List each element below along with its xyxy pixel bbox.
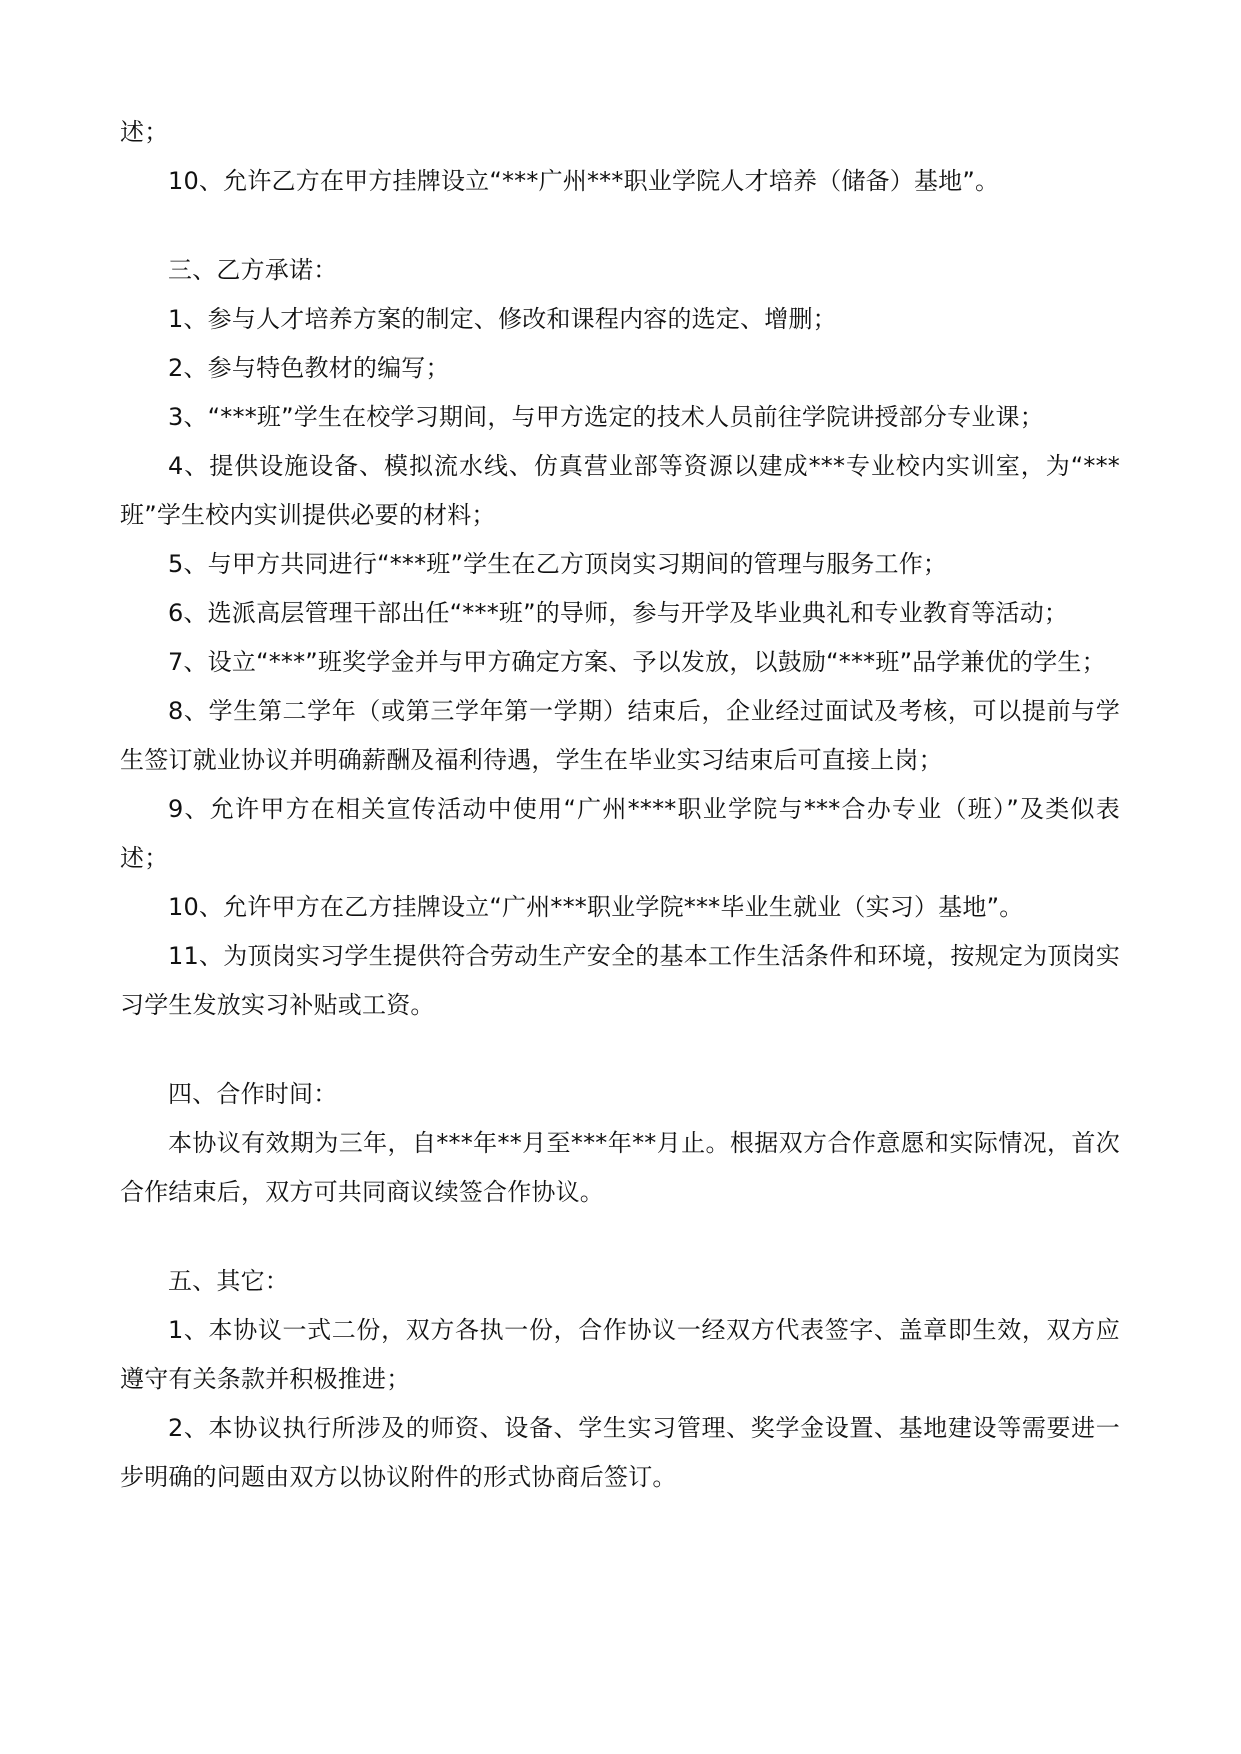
document-body bbox=[120, 108, 1120, 1502]
section-title-3: 三、乙方承诺： bbox=[168, 256, 338, 284]
clause-3-9: 9、允许甲方在相关宣传活动中使用“广州****职业学院与***合办专业（班）”及类似表述； bbox=[120, 795, 1120, 872]
clause-3-1: 1、参与人才培养方案的制定、修改和课程内容的选定、增删； bbox=[168, 305, 837, 333]
section-other bbox=[120, 1257, 1120, 1502]
clause-3-6: 6、选派高层管理干部出任“***班”的导师，参与开学及毕业典礼和专业教育等活动； bbox=[168, 599, 1069, 627]
clause-3-10: 10、允许甲方在乙方挂牌设立“广州***职业学院***毕业生就业（实习）基地”。 bbox=[168, 893, 1024, 921]
clause-3-8: 8、学生第二学年（或第三学年第一学期）结束后，企业经过面试及考核，可以提前与学生签订就业协议并明确薪酬及福利待遇，学生在毕业实习结束后可直接上岗； bbox=[120, 697, 1120, 774]
clause-3-4: 4、提供设施设备、模拟流水线、仿真营业部等资源以建成***专业校内实训室，为“***班”学生校内实训提供必要的材料； bbox=[120, 452, 1120, 529]
section-title-4: 四、合作时间： bbox=[168, 1080, 338, 1108]
clause-3-5: 5、与甲方共同进行“***班”学生在乙方顶岗实习期间的管理与服务工作； bbox=[168, 550, 948, 578]
clause-2-10: 10、允许乙方在甲方挂牌设立“***广州***职业学院人才培养（储备）基地”。 bbox=[168, 167, 1000, 195]
section-title-5: 五、其它： bbox=[168, 1267, 289, 1295]
clause-3-2: 2、参与特色教材的编写； bbox=[168, 354, 450, 382]
clause-3-3: 3、“***班”学生在校学习期间，与甲方选定的技术人员前往学院讲授部分专业课； bbox=[168, 403, 1044, 431]
clause-3-7: 7、设立“***”班奖学金并与甲方确定方案、予以发放，以鼓励“***班”品学兼优的学生； bbox=[168, 648, 1106, 676]
clause-3-11: 11、为顶岗实习学生提供符合劳动生产安全的基本工作生活条件和环境，按规定为顶岗实习学生发放实习补贴或工资。 bbox=[120, 942, 1120, 1019]
section-party-b-commitments bbox=[120, 246, 1120, 1030]
continued-fragment: 述； bbox=[120, 118, 169, 146]
clause-5-1: 1、本协议一式二份，双方各执一份，合作协议一经双方代表签字、盖章即生效，双方应遵守有关条款并积极推进； bbox=[120, 1316, 1120, 1393]
clause-4-body: 本协议有效期为三年，自***年**月至***年**月止。根据双方合作意愿和实际情况，首次合作结束后，双方可共同商议续签合作协议。 bbox=[120, 1129, 1120, 1206]
clause-5-2: 2、本协议执行所涉及的师资、设备、学生实习管理、奖学金设置、基地建设等需要进一步明确的问题由双方以协议附件的形式协商后签订。 bbox=[120, 1414, 1120, 1491]
section-cooperation-period bbox=[120, 1070, 1120, 1217]
